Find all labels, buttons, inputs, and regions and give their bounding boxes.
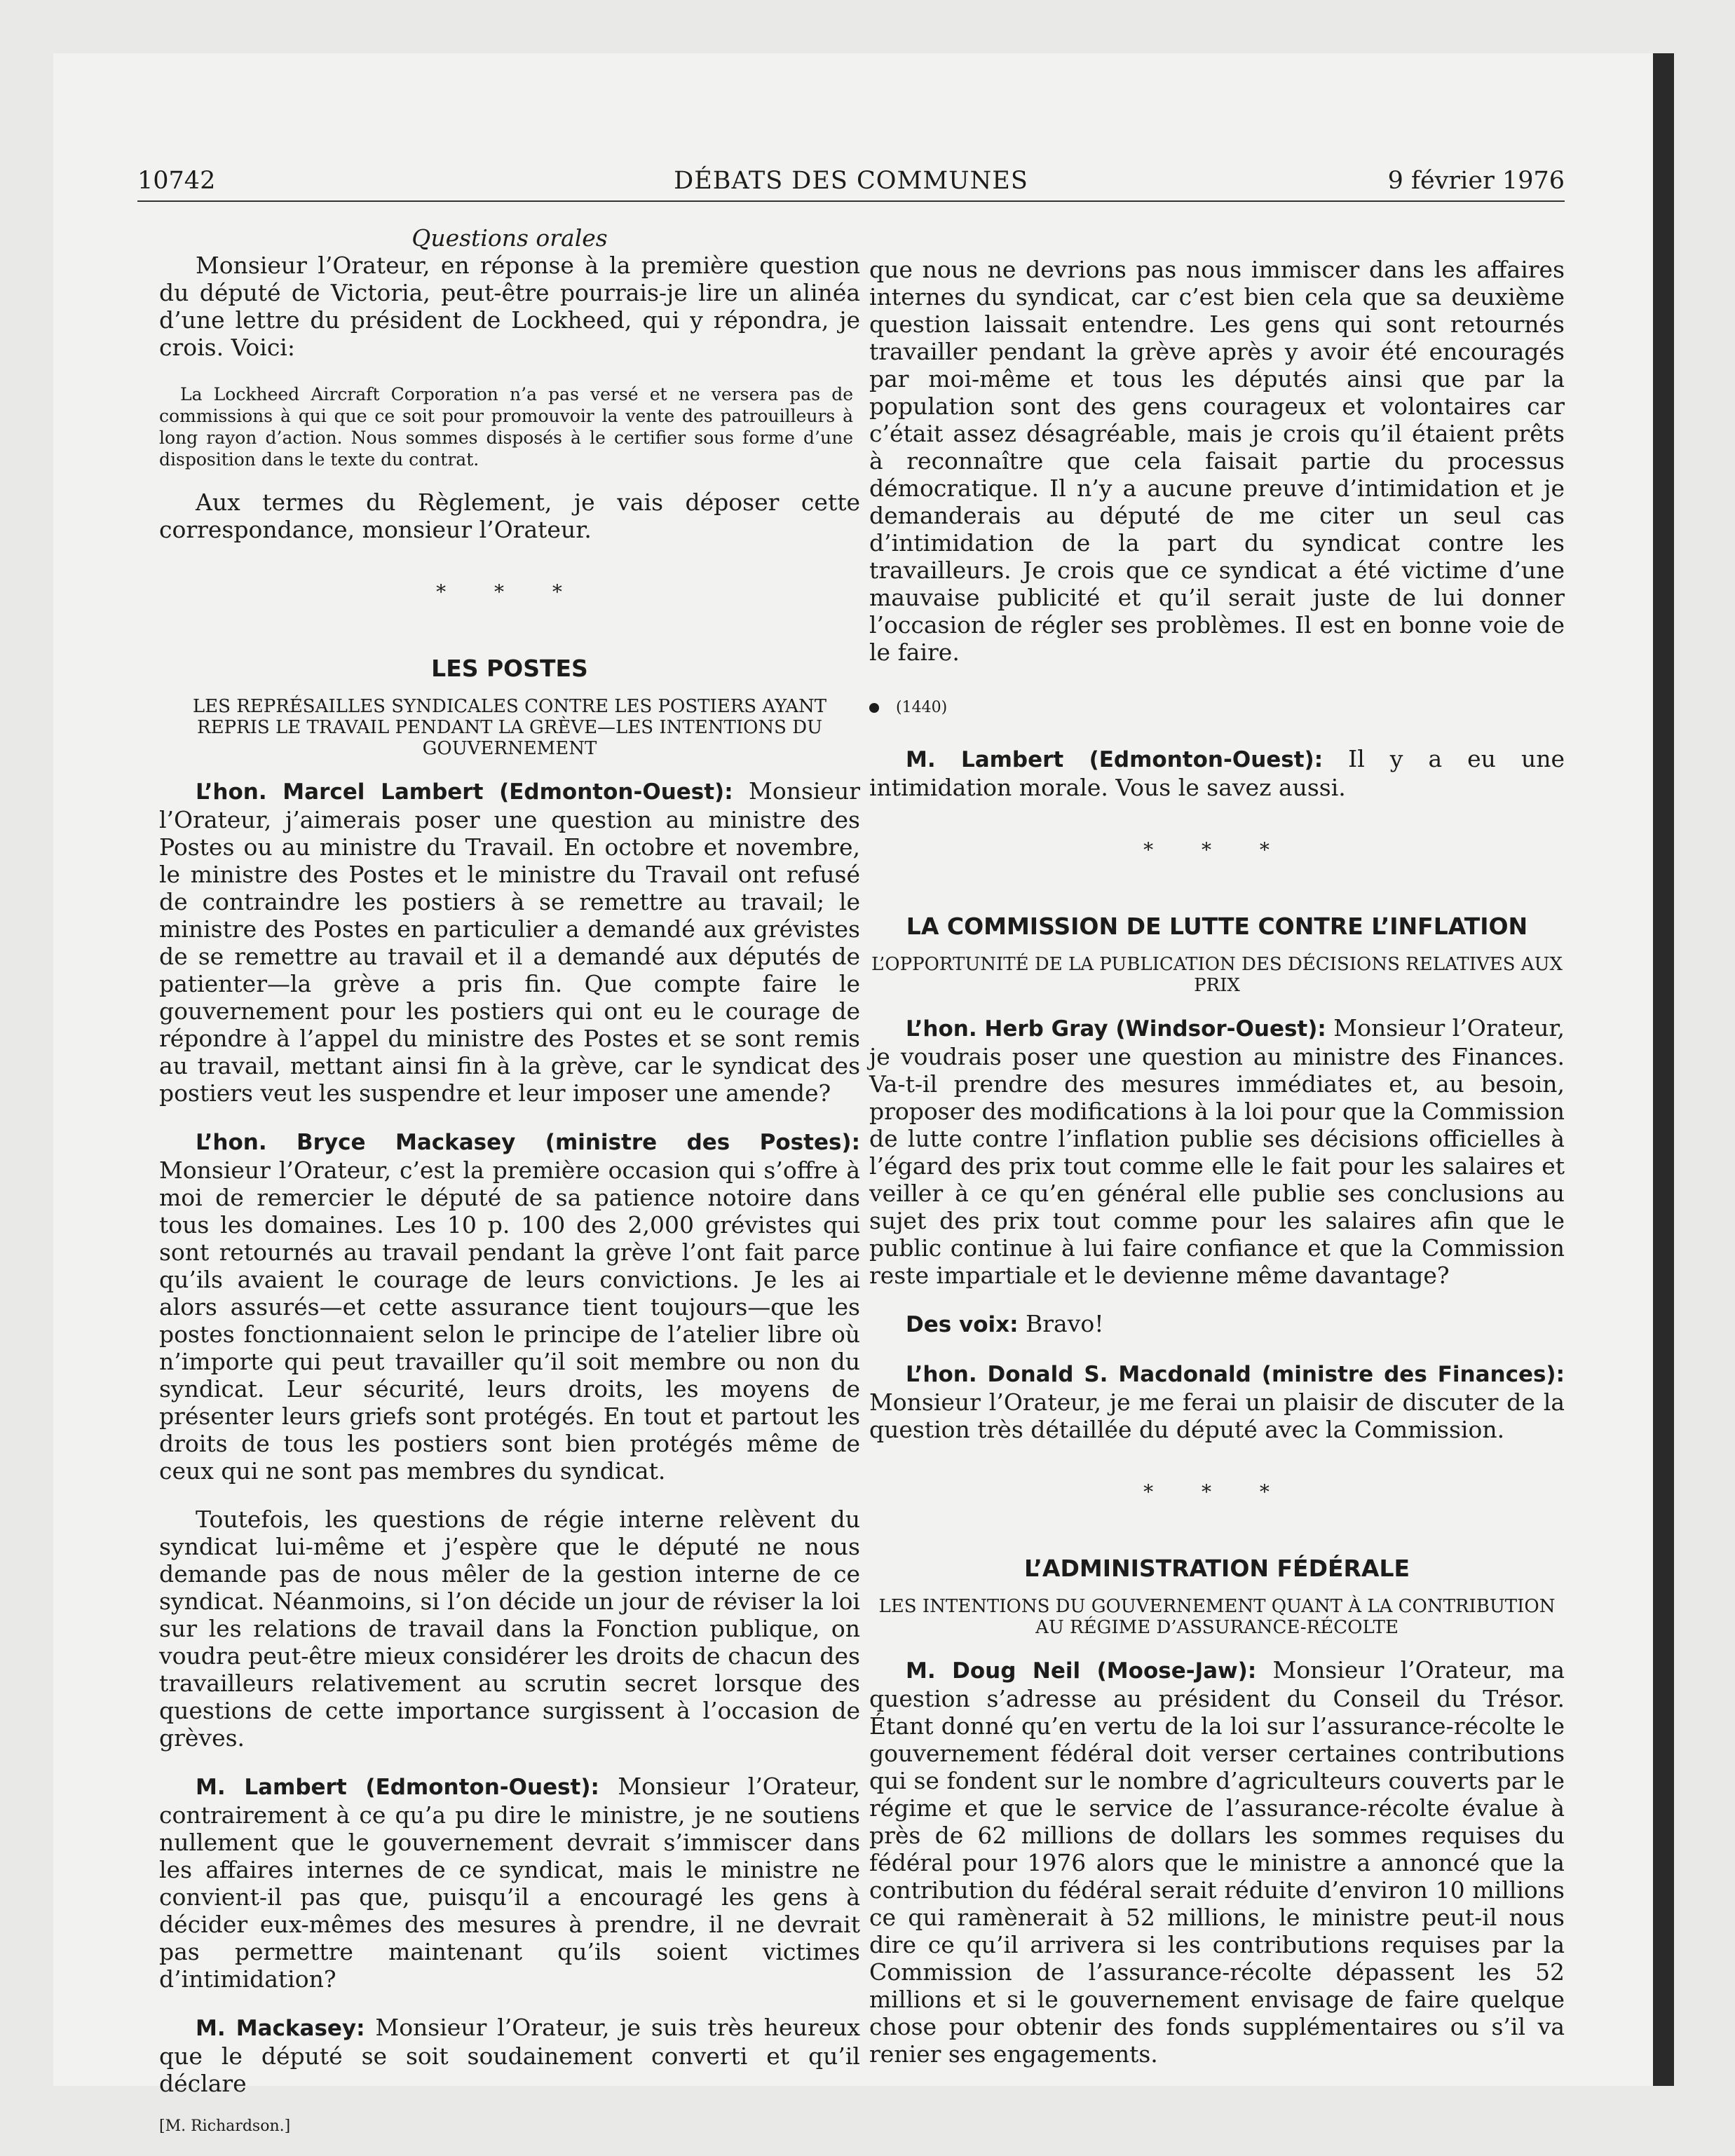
speech-text: Monsieur l’Orateur, contrairement à ce qu’a pu dire le ministre, je ne soutiens nullement que le gouvernement devrait s’immiscer dans les affaires internes de ce syndicat, mais le ministre ne convient-il pas que, puisqu’il a encouragé les gens à décider eux-mêmes des mesures à prendre, il ne devrait pas permettre maintenant qu’ils soient victimes d’intimidation? (159, 1773, 860, 1993)
section-separator: * * * (1143, 1480, 1291, 1503)
paragraph: Aux termes du Règlement, je vais déposer cette correspondance, monsieur l’Orateur. (159, 489, 860, 543)
page-number: 10742 (137, 167, 216, 195)
speaker-name: L’hon. Herb Gray (Windsor-Ouest): (906, 1016, 1326, 1042)
speaker-name: L’hon. Bryce Mackasey (ministre des Postes): (196, 1130, 860, 1155)
section-heading: LA COMMISSION DE LUTTE CONTRE L’INFLATION (906, 913, 1528, 940)
section-separator: * * * (1143, 838, 1291, 861)
timestamp-text: (1440) (896, 699, 948, 716)
speech-text: Bravo! (1018, 1310, 1104, 1337)
speech (869, 1310, 1565, 1339)
paragraph: que nous ne devrions pas nous immiscer dans les affaires internes du syndicat, car c’est bien cela que sa deuxième question laissait entendre. Les gens qui sont retournés travailler pendant la grève après y avoir été encouragés par moi-même et tous les députés ainsi que par la population sont des gens courageux et volontaires car c’était assez désagréable, mais je crois qu’il étaient prêts à reconnaître que cela faisait partie du processus démocratique. Il n’y a aucune preuve d’intimidation et je demanderais au député de me citer un seul cas d’intimidation de la part du syndicat contre les travailleurs. Je crois que ce syndicat a été victime d’une mauvaise publicité et qu’il serait juste de lui donner l’occasion de régler ses problèmes. Il est en bonne voie de le faire. (869, 256, 1565, 666)
scan-edge-bar (1653, 53, 1674, 2086)
speech (159, 777, 860, 1107)
speaker-name: L’hon. Donald S. Macdonald (ministre des Finances): (906, 1362, 1565, 1387)
section-subheading: LES INTENTIONS DU GOUVERNEMENT QUANT À LA CONTRIBUTION AU RÉGIME D’ASSURANCE-RÉCOLTE (878, 1596, 1556, 1638)
speech (869, 1360, 1565, 1443)
speaker-name: L’hon. Marcel Lambert (Edmonton-Ouest): (196, 779, 733, 805)
quoted-letter: La Lockheed Aircraft Corporation n’a pas versé et ne versera pas de commissions à qui que ce soit pour promouvoir la vente des patrouilleurs à long rayon d’action. Nous sommes disposés à le certifier sous forme d’une disposition dans le texte du contrat. (159, 384, 853, 470)
bullet-icon (869, 703, 879, 713)
section-heading: L’ADMINISTRATION FÉDÉRALE (1023, 1555, 1410, 1582)
left-column (159, 224, 860, 2140)
speech-text: Monsieur l’Orateur, c’est la première occasion qui s’offre à moi de remercier le député de sa patience notoire dans tous les domaines. Les 10 p. 100 des 2,000 grévistes qui sont retournés au travail pendant la grève l’ont fait parce qu’ils avaient le courage de leurs convictions. Je les ai alors assurés—et cette assurance tient toujours—que les postes fonctionnaient selon le principe de l’atelier libre où n’importe qui peut travailler qu’il soit membre ou non du syndicat. Leur sécurité, leurs droits, les moyens de présenter leurs griefs sont protégés. En tout et partout les droits de tous les postiers sont bien protégés même de ceux qui ne sont pas membres du syndicat. (159, 1157, 860, 1485)
section-subheading: LES REPRÉSAILLES SYNDICALES CONTRE LES POSTIERS AYANT REPRIS LE TRAVAIL PENDANT LA GRÈVE—LES INTENTIONS DU GOUVERNEMENT (192, 696, 827, 759)
right-column (869, 256, 1565, 2068)
section-heading: LES POSTES (431, 655, 588, 682)
paragraph: Monsieur l’Orateur, en réponse à la première question du député de Victoria, peut-être pourrais-je lire un alinéa d’une lettre du président de Lockheed, qui y répondra, je crois. Voici: (159, 252, 860, 361)
speech (159, 1128, 860, 1485)
speaker-name: M. Mackasey: (196, 2016, 365, 2041)
speech (869, 745, 1565, 801)
speaker-name: Des voix: (906, 1312, 1019, 1337)
speech-text: Monsieur l’Orateur, je me ferai un plaisir de discuter de la question très détaillée du député avec la Commission. (869, 1389, 1565, 1443)
speaker-name: M. Lambert (Edmonton-Ouest): (906, 747, 1324, 772)
section-subhead: Questions orales (411, 224, 608, 252)
speaker-name: M. Lambert (Edmonton-Ouest): (196, 1775, 599, 1800)
section-subheading: L’OPPORTUNITÉ DE LA PUBLICATION DES DÉCISIONS RELATIVES AUX PRIX (871, 954, 1563, 996)
speech (159, 2014, 860, 2097)
timestamp (869, 694, 1565, 721)
speech (869, 1014, 1565, 1289)
speech (159, 1773, 860, 1993)
paragraph: Toutefois, les questions de régie interne relèvent du syndicat lui-même et j’espère que le député ne nous demande pas de nous mêler de la gestion interne de ce syndicat. Néanmoins, si l’on décide un jour de réviser la loi sur les relations de travail dans la Fonction publique, on voudra peut-être mieux considérer les droits de chacun des travailleurs relativement au scrutin secret lorsque des questions de cette importance surgissent à l’occasion de grèves. (159, 1506, 860, 1752)
speech-text: Monsieur l’Orateur, je voudrais poser une question au ministre des Finances. Va-t-il prendre des mesures immédiates et, au besoin, proposer des modifications à la loi pour que la Commission de lutte contre l’inflation publie ses décisions officielles à l’égard des prix tout comme elle le fait pour les salaires et veiller à ce qu’en général elle publie ses conclusions au sujet des prix tout comme pour les salaires afin que le public continue à lui faire confiance et que la Commission reste impartiale et le devienne même davantage? (869, 1014, 1565, 1289)
speech-text: Monsieur l’Orateur, ma question s’adresse au président du Conseil du Trésor. Étant donné qu’en vertu de la loi sur l’assurance-récolte le gouvernement fédéral doit verser certaines contributions qui se fondent sur le nombre d’agriculteurs couverts par le régime et que le service de l’assurance-récolte évalue à près de 62 millions de dollars les sommes requises du fédéral pour 1976 alors que le ministre a annoncé que la contribution du fédéral serait réduite d’environ 10 millions ce qui ramènerait à 52 millions, le ministre peut-il nous dire ce qu’il arrivera si les contributions requises par la Commission de l’assurance-récolte dépassent les 52 millions et si le gouvernement envisage de faire quelque chose pour obtenir des fonds supplémentaires ou s’il va renier ses engagements. (869, 1656, 1565, 2068)
page-footer-note: [M. Richardson.] (159, 2117, 291, 2135)
page-header (137, 165, 1565, 202)
speech-text: Monsieur l’Orateur, je suis très heureux que le député se soit soudainement converti et qu’il déclare (159, 2014, 860, 2097)
page-date: 9 février 1976 (1387, 167, 1565, 195)
speech-text: Monsieur l’Orateur, j’aimerais poser une question au ministre des Postes ou au ministre du Travail. En octobre et novembre, le ministre des Postes et le ministre du Travail ont refusé de contraindre les postiers à se remettre au travail; le ministre des Postes en particulier a demandé aux grévistes de se remettre au travail et il a demandé aux députés de patienter—la grève a pris fin. Que compte faire le gouvernement pour les postiers qui ont eu le courage de répondre à l’appel du ministre des Postes et se sont remis au travail, mettant ainsi fin à la grève, car le syndicat des postiers veut les suspendre et leur imposer une amende? (159, 777, 860, 1107)
publication-title: DÉBATS DES COMMUNES (674, 167, 1028, 195)
section-separator: * * * (436, 580, 583, 603)
speech-text: Il y a eu une intimidation morale. Vous le savez aussi. (869, 745, 1565, 801)
speech (869, 1656, 1565, 2068)
speaker-name: M. Doug Neil (Moose-Jaw): (906, 1658, 1257, 1684)
